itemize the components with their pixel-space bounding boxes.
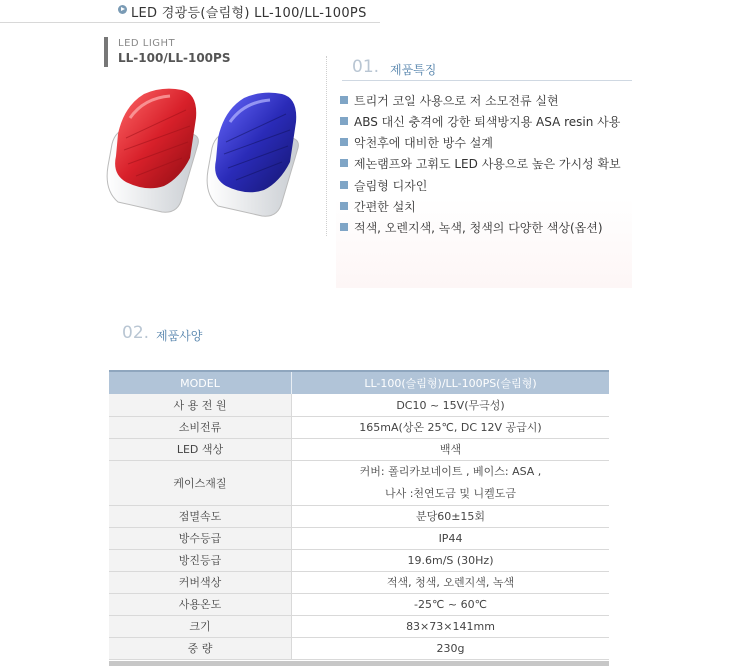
spec-label: 커버색상 [109, 571, 292, 593]
spec-value: 230g [292, 637, 610, 659]
section-number: 01. [352, 57, 380, 77]
square-bullet-icon [340, 138, 348, 146]
page-title-bar [0, 0, 380, 23]
spec-value: 83×73×141mm [292, 615, 610, 637]
table-row [109, 460, 609, 505]
table-bottom-bar [109, 661, 609, 666]
table-row [109, 571, 609, 593]
table-header-row [109, 371, 609, 394]
divider [326, 56, 327, 236]
spec-label: 중 량 [109, 637, 292, 659]
spec-label: 크기 [109, 615, 292, 637]
spec-value: 19.6m/S (30Hz) [292, 549, 610, 571]
feature-item: 적색, 오렌지색, 녹색, 청색의 다양한 색상(옵션) [340, 219, 603, 237]
spec-label: 사 용 전 원 [109, 394, 292, 416]
feature-item: 간편한 설치 [340, 198, 416, 216]
arrow-bullet-icon [118, 5, 127, 14]
spec-label: LED 색상 [109, 438, 292, 460]
square-bullet-icon [340, 117, 348, 125]
red-lamp-image [107, 89, 198, 213]
table-row [109, 505, 609, 527]
section-title-specs: 제품사양 [156, 329, 203, 343]
spec-label: 사용온도 [109, 593, 292, 615]
square-bullet-icon [340, 96, 348, 104]
spec-label: 케이스재질 [109, 460, 292, 505]
spec-value: DC10 ~ 15V(무극성) [292, 394, 610, 416]
section-number: 02. [122, 323, 150, 343]
spec-value [292, 460, 610, 505]
square-bullet-icon [340, 202, 348, 210]
table-row [109, 549, 609, 571]
feature-list [336, 88, 632, 288]
spec-label: 방진등급 [109, 549, 292, 571]
table-row [109, 394, 609, 416]
spec-value: IP44 [292, 527, 610, 549]
brand-block [104, 37, 230, 67]
table-row [109, 593, 609, 615]
page-title: LED 경광등(슬림형) LL-100/LL-100PS [131, 6, 367, 21]
column-header: MODEL [109, 371, 292, 394]
spec-table [109, 370, 609, 660]
square-bullet-icon [340, 181, 348, 189]
section-underline [342, 80, 632, 81]
table-row [109, 527, 609, 549]
feature-item: ABS 대신 충격에 강한 퇴색방지용 ASA resin 사용 [340, 113, 620, 131]
table-row [109, 637, 609, 659]
feature-item: 제논램프와 고휘도 LED 사용으로 높은 가시성 확보 [340, 155, 621, 173]
spec-value: 적색, 청색, 오렌지색, 녹색 [292, 571, 610, 593]
brand-model: LL-100/LL-100PS [118, 51, 231, 65]
feature-item: 트리거 코일 사용으로 저 소모전류 실현 [340, 92, 559, 110]
column-header: LL-100(슬림형)/LL-100PS(슬림형) [292, 371, 610, 394]
feature-item: 슬림형 디자인 [340, 177, 427, 195]
feature-item: 악천후에 대비한 방수 설계 [340, 134, 493, 152]
table-row [109, 438, 609, 460]
product-photo [100, 78, 310, 228]
spec-value: 백색 [292, 438, 610, 460]
square-bullet-icon [340, 159, 348, 167]
spec-value-line: 커버: 폴리카보네이트 , 베이스: ASA , [359, 464, 542, 478]
blue-lamp-image [207, 93, 298, 217]
table-row [109, 615, 609, 637]
spec-label: 방수등급 [109, 527, 292, 549]
spec-label: 소비전류 [109, 416, 292, 438]
spec-label: 점멸속도 [109, 505, 292, 527]
spec-value: -25℃ ~ 60℃ [292, 593, 610, 615]
brand-subtitle: LED LIGHT [118, 38, 176, 49]
spec-value-line: 나사 :천연도금 및 니켈도금 [384, 486, 517, 500]
spec-value: 분당60±15회 [292, 505, 610, 527]
section-title-features: 제품특징 [390, 63, 437, 77]
table-row [109, 416, 609, 438]
spec-value: 165mA(상온 25℃, DC 12V 공급시) [292, 416, 610, 438]
square-bullet-icon [340, 223, 348, 231]
